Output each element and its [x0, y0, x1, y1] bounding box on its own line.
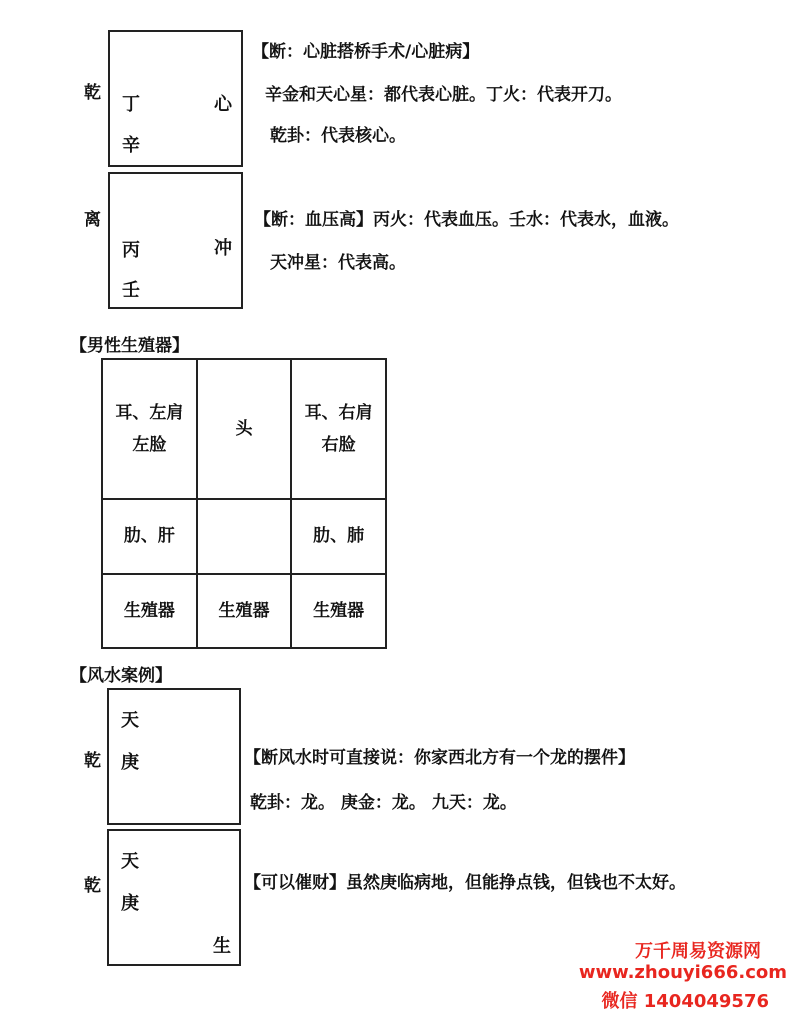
box-char: 冲 [214, 238, 232, 259]
grid-cell-line: 耳、右肩 [304, 402, 373, 423]
chart-box-li [108, 172, 243, 309]
chart-box-fengshui-2 [107, 829, 241, 966]
palace-label-qian: 乾 [84, 751, 101, 771]
section-title-male: 【男性生殖器】 [70, 336, 189, 356]
box-char: 天 [121, 851, 139, 872]
grid-cell [102, 359, 197, 499]
heading-fengshui: 【断风水时可直接说：你家西北方有一个龙的摆件】 [244, 748, 635, 768]
grid-cell-line: 左脸 [132, 435, 167, 456]
box-char: 心 [214, 94, 232, 115]
box-char: 辛 [122, 135, 140, 156]
grid-cell-line: 耳、左肩 [115, 402, 184, 423]
grid-cell-line: 右脸 [321, 435, 356, 456]
palace-label-qian: 乾 [84, 876, 101, 896]
box-char: 天 [121, 710, 139, 731]
heading-wealth: 【可以催财】虽然庚临病地，但能挣点钱，但钱也不太好。 [244, 873, 686, 893]
grid-cell: 生殖器 [197, 574, 292, 648]
watermark-wechat: 微信 1404049576 [601, 991, 769, 1012]
box-char: 壬 [122, 280, 140, 301]
text-line: 天冲星：代表高。 [270, 253, 406, 273]
text-line: 乾卦：代表核心。 [270, 126, 406, 146]
chart-box-qian [108, 30, 243, 167]
palace-label-qian: 乾 [84, 83, 101, 103]
palace-label-li: 离 [84, 210, 101, 230]
box-char: 庚 [121, 752, 139, 773]
grid-cell [291, 359, 386, 499]
section-title-fengshui: 【风水案例】 [70, 666, 172, 686]
watermark-url: www.zhouyi666.com [578, 962, 787, 983]
chart-box-fengshui-1 [107, 688, 241, 825]
text-line: 辛金和天心星：都代表心脏。丁火：代表开刀。 [265, 85, 622, 105]
grid-cell: 生殖器 [102, 574, 197, 648]
box-char: 丙 [122, 240, 140, 261]
grid-cell: 肋、肝 [102, 499, 197, 573]
heading-blood-pressure: 【断：血压高】丙火：代表血压。壬水：代表水，血液。 [254, 210, 679, 230]
box-char: 生 [213, 936, 231, 957]
grid-cell: 头 [197, 359, 292, 499]
box-char: 丁 [122, 94, 140, 115]
heading-heart: 【断：心脏搭桥手术/心脏病】 [252, 42, 480, 62]
box-char: 庚 [121, 893, 139, 914]
watermark-line: 万千周易资源网 [635, 941, 761, 962]
body-map-grid [101, 358, 387, 649]
grid-cell: 肋、肺 [291, 499, 386, 573]
text-line: 乾卦：龙。 庚金：龙。 九天：龙。 [250, 793, 517, 813]
grid-cell: 生殖器 [291, 574, 386, 648]
grid-cell [197, 499, 292, 573]
